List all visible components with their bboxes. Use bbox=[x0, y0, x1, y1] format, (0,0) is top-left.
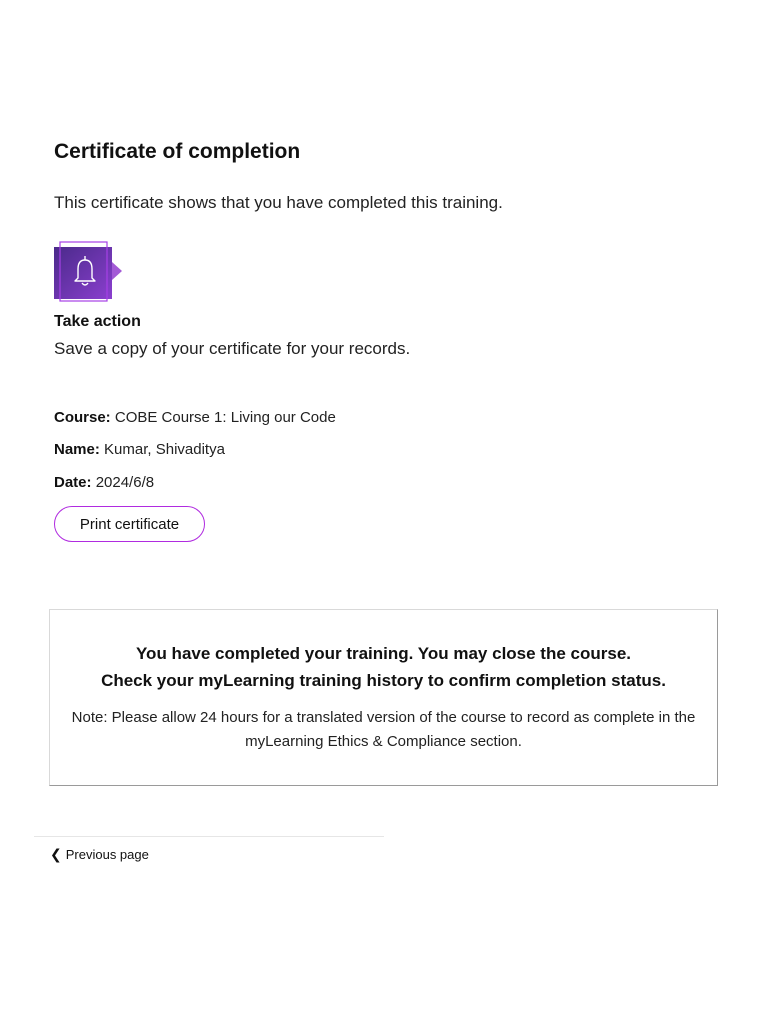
take-action-heading: Take action bbox=[54, 313, 141, 330]
name-field bbox=[54, 441, 225, 458]
chevron-left-icon: ❮ bbox=[50, 846, 62, 862]
completion-notice bbox=[49, 609, 718, 786]
nav-divider bbox=[34, 836, 384, 837]
date-field bbox=[54, 474, 154, 491]
history-message: Check your myLearning training history to confirm completion status. bbox=[101, 671, 666, 690]
name-value: Kumar, Shivaditya bbox=[104, 441, 225, 458]
date-value: 2024/6/8 bbox=[95, 474, 155, 491]
certificate-intro: This certificate shows that you have completed this training. bbox=[54, 193, 503, 212]
print-certificate-button[interactable]: Print certificate bbox=[54, 506, 205, 542]
take-action-text: Save a copy of your certificate for your records. bbox=[54, 339, 411, 358]
previous-page-label: Previous page bbox=[65, 847, 149, 862]
bell-icon bbox=[54, 241, 126, 303]
translation-note: Note: Please allow 24 hours for a translated version of the course to record as complete in the myLearning Ethics & Compliance section. bbox=[71, 709, 696, 750]
course-label: Course: bbox=[54, 409, 111, 426]
date-label: Date: bbox=[54, 474, 92, 491]
name-label: Name: bbox=[54, 441, 100, 458]
page-title: Certificate of completion bbox=[54, 140, 301, 163]
completion-message: You have completed your training. You may close the course. bbox=[135, 644, 632, 663]
previous-page-link[interactable] bbox=[50, 846, 149, 863]
course-field bbox=[54, 409, 336, 426]
course-value: COBE Course 1: Living our Code bbox=[114, 409, 336, 426]
